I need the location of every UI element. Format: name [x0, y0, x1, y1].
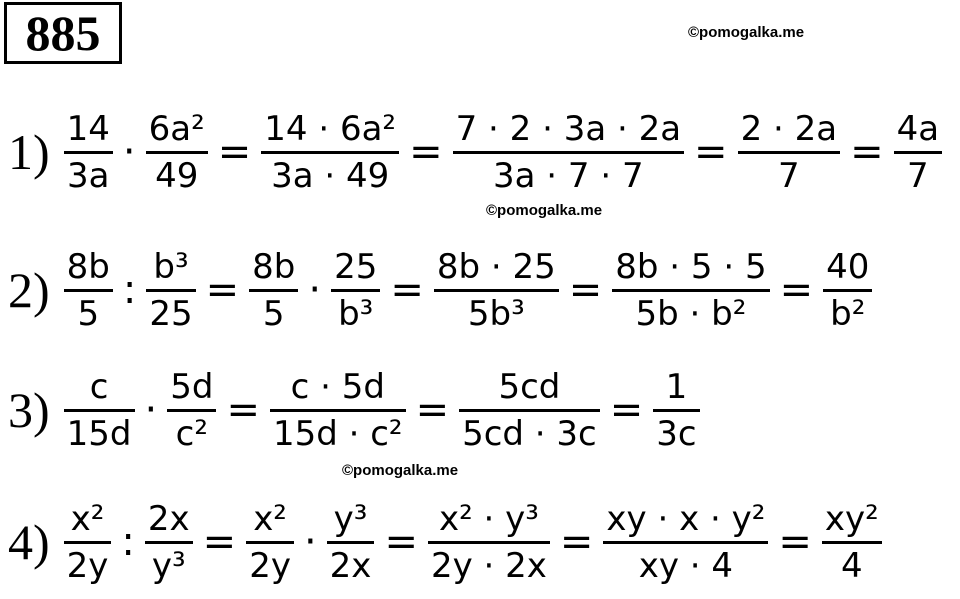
math-operator: : [121, 519, 135, 565]
line-label: 3) [8, 382, 50, 438]
fraction-denominator: 25 [149, 293, 193, 334]
fraction-numerator: c · 5d [290, 366, 385, 407]
math-operator: · [303, 519, 317, 565]
math-operator: = [850, 129, 884, 175]
fraction-numerator: 5cd [498, 366, 561, 407]
fraction-numerator: 8b [252, 246, 296, 287]
fraction-denominator: 3a · 49 [271, 155, 390, 196]
fraction-numerator: 7 · 2 · 3a · 2a [455, 108, 682, 149]
watermark-middle: ©pomogalka.me [486, 202, 603, 219]
fraction [612, 245, 769, 336]
line-label: 1) [8, 124, 50, 180]
fraction-denominator: 15d [66, 413, 132, 454]
solution-line-4 [8, 488, 886, 596]
fraction [428, 497, 550, 588]
fraction [249, 245, 298, 336]
fraction [145, 497, 193, 588]
fraction-denominator: 5b · b² [635, 293, 747, 334]
math-operator: = [384, 519, 418, 565]
line-label: 2) [8, 262, 50, 318]
fraction [64, 107, 113, 198]
fraction-numerator: 5d [170, 366, 214, 407]
math-operator: = [779, 267, 814, 313]
fraction-numerator: 25 [334, 246, 378, 287]
fraction-denominator: 5cd · 3c [462, 413, 597, 454]
math-operator: = [568, 267, 603, 313]
fraction-numerator: 8b · 5 · 5 [615, 246, 767, 287]
fraction-numerator: 40 [826, 246, 870, 287]
fraction [270, 365, 406, 456]
fraction-numerator: xy · x · y² [606, 498, 766, 539]
fraction-numerator: xy² [824, 498, 879, 539]
fraction [167, 365, 216, 456]
fraction [653, 365, 699, 456]
math-operator: = [205, 267, 240, 313]
fraction [64, 497, 112, 588]
fraction-denominator: 2y [66, 545, 109, 586]
fraction [459, 365, 600, 456]
fraction [146, 245, 195, 336]
math-operator: = [778, 519, 812, 565]
fraction-denominator: 15d · c² [272, 413, 403, 454]
fraction-denominator: c² [175, 413, 208, 454]
math-operator: · [144, 387, 158, 433]
fraction-numerator: 1 [665, 366, 688, 407]
solution-line-3 [8, 356, 704, 464]
fraction [64, 365, 135, 456]
math-operator: = [217, 129, 252, 175]
fraction-denominator: 2x [329, 545, 372, 586]
fraction [823, 245, 872, 336]
fraction-numerator: 14 · 6a² [264, 108, 397, 149]
fraction-denominator: 7 [907, 155, 929, 196]
fraction-denominator: 3a [67, 155, 110, 196]
fraction-denominator: 5 [77, 293, 100, 334]
math-operator: = [694, 129, 728, 175]
fraction-numerator: x² [70, 498, 105, 539]
fraction-denominator: b³ [338, 293, 374, 334]
fraction [146, 107, 208, 198]
fraction-numerator: 2x [147, 498, 190, 539]
fraction-denominator: 5 [262, 293, 285, 334]
fraction-numerator: 8b [66, 246, 110, 287]
fraction-numerator: b³ [153, 246, 189, 287]
fraction-denominator: 3c [656, 413, 697, 454]
fraction-denominator: 4 [841, 545, 863, 586]
math-operator: = [409, 129, 443, 175]
math-operator: · [122, 129, 136, 175]
fraction [434, 245, 559, 336]
fraction-numerator: c [89, 366, 109, 407]
fraction-numerator: x² · y³ [438, 498, 539, 539]
fraction [453, 107, 684, 198]
watermark-bottom: ©pomogalka.me [342, 462, 459, 479]
fraction-numerator: x² [253, 498, 287, 539]
math-operator: · [308, 267, 322, 313]
line-label: 4) [8, 514, 50, 570]
fraction [738, 107, 841, 198]
math-operator: = [609, 387, 644, 433]
fraction [261, 107, 399, 198]
fraction-numerator: 6a² [148, 108, 205, 149]
fraction [327, 497, 375, 588]
problem-number: 885 [4, 2, 122, 64]
fraction-denominator: 7 [778, 155, 800, 196]
fraction [331, 245, 380, 336]
fraction [822, 497, 882, 588]
fraction-numerator: 4a [896, 108, 940, 149]
math-operator: = [202, 519, 237, 565]
math-operator: = [390, 267, 424, 313]
math-operator: = [415, 387, 450, 433]
fraction-numerator: y³ [333, 498, 368, 539]
fraction-denominator: 2y · 2x [430, 545, 547, 586]
fraction-denominator: b² [830, 293, 866, 334]
fraction [603, 497, 768, 588]
fraction-denominator: xy · 4 [638, 545, 734, 586]
watermark-top: ©pomogalka.me [688, 24, 805, 41]
math-operator: = [559, 519, 594, 565]
fraction-numerator: 8b · 25 [436, 246, 556, 287]
fraction-numerator: 2 · 2a [740, 108, 838, 149]
fraction-denominator: y³ [151, 545, 186, 586]
solution-line-1 [8, 98, 946, 206]
fraction-denominator: 49 [155, 155, 199, 196]
fraction-denominator: 2y [249, 545, 291, 586]
fraction-denominator: 5b³ [467, 293, 525, 334]
solution-line-2 [8, 236, 876, 344]
fraction-denominator: 3a · 7 · 7 [493, 155, 644, 196]
fraction-numerator: 14 [66, 108, 110, 149]
fraction [64, 245, 113, 336]
math-operator: = [226, 387, 260, 433]
fraction [894, 107, 942, 198]
math-operator: : [122, 267, 137, 313]
fraction [246, 497, 294, 588]
